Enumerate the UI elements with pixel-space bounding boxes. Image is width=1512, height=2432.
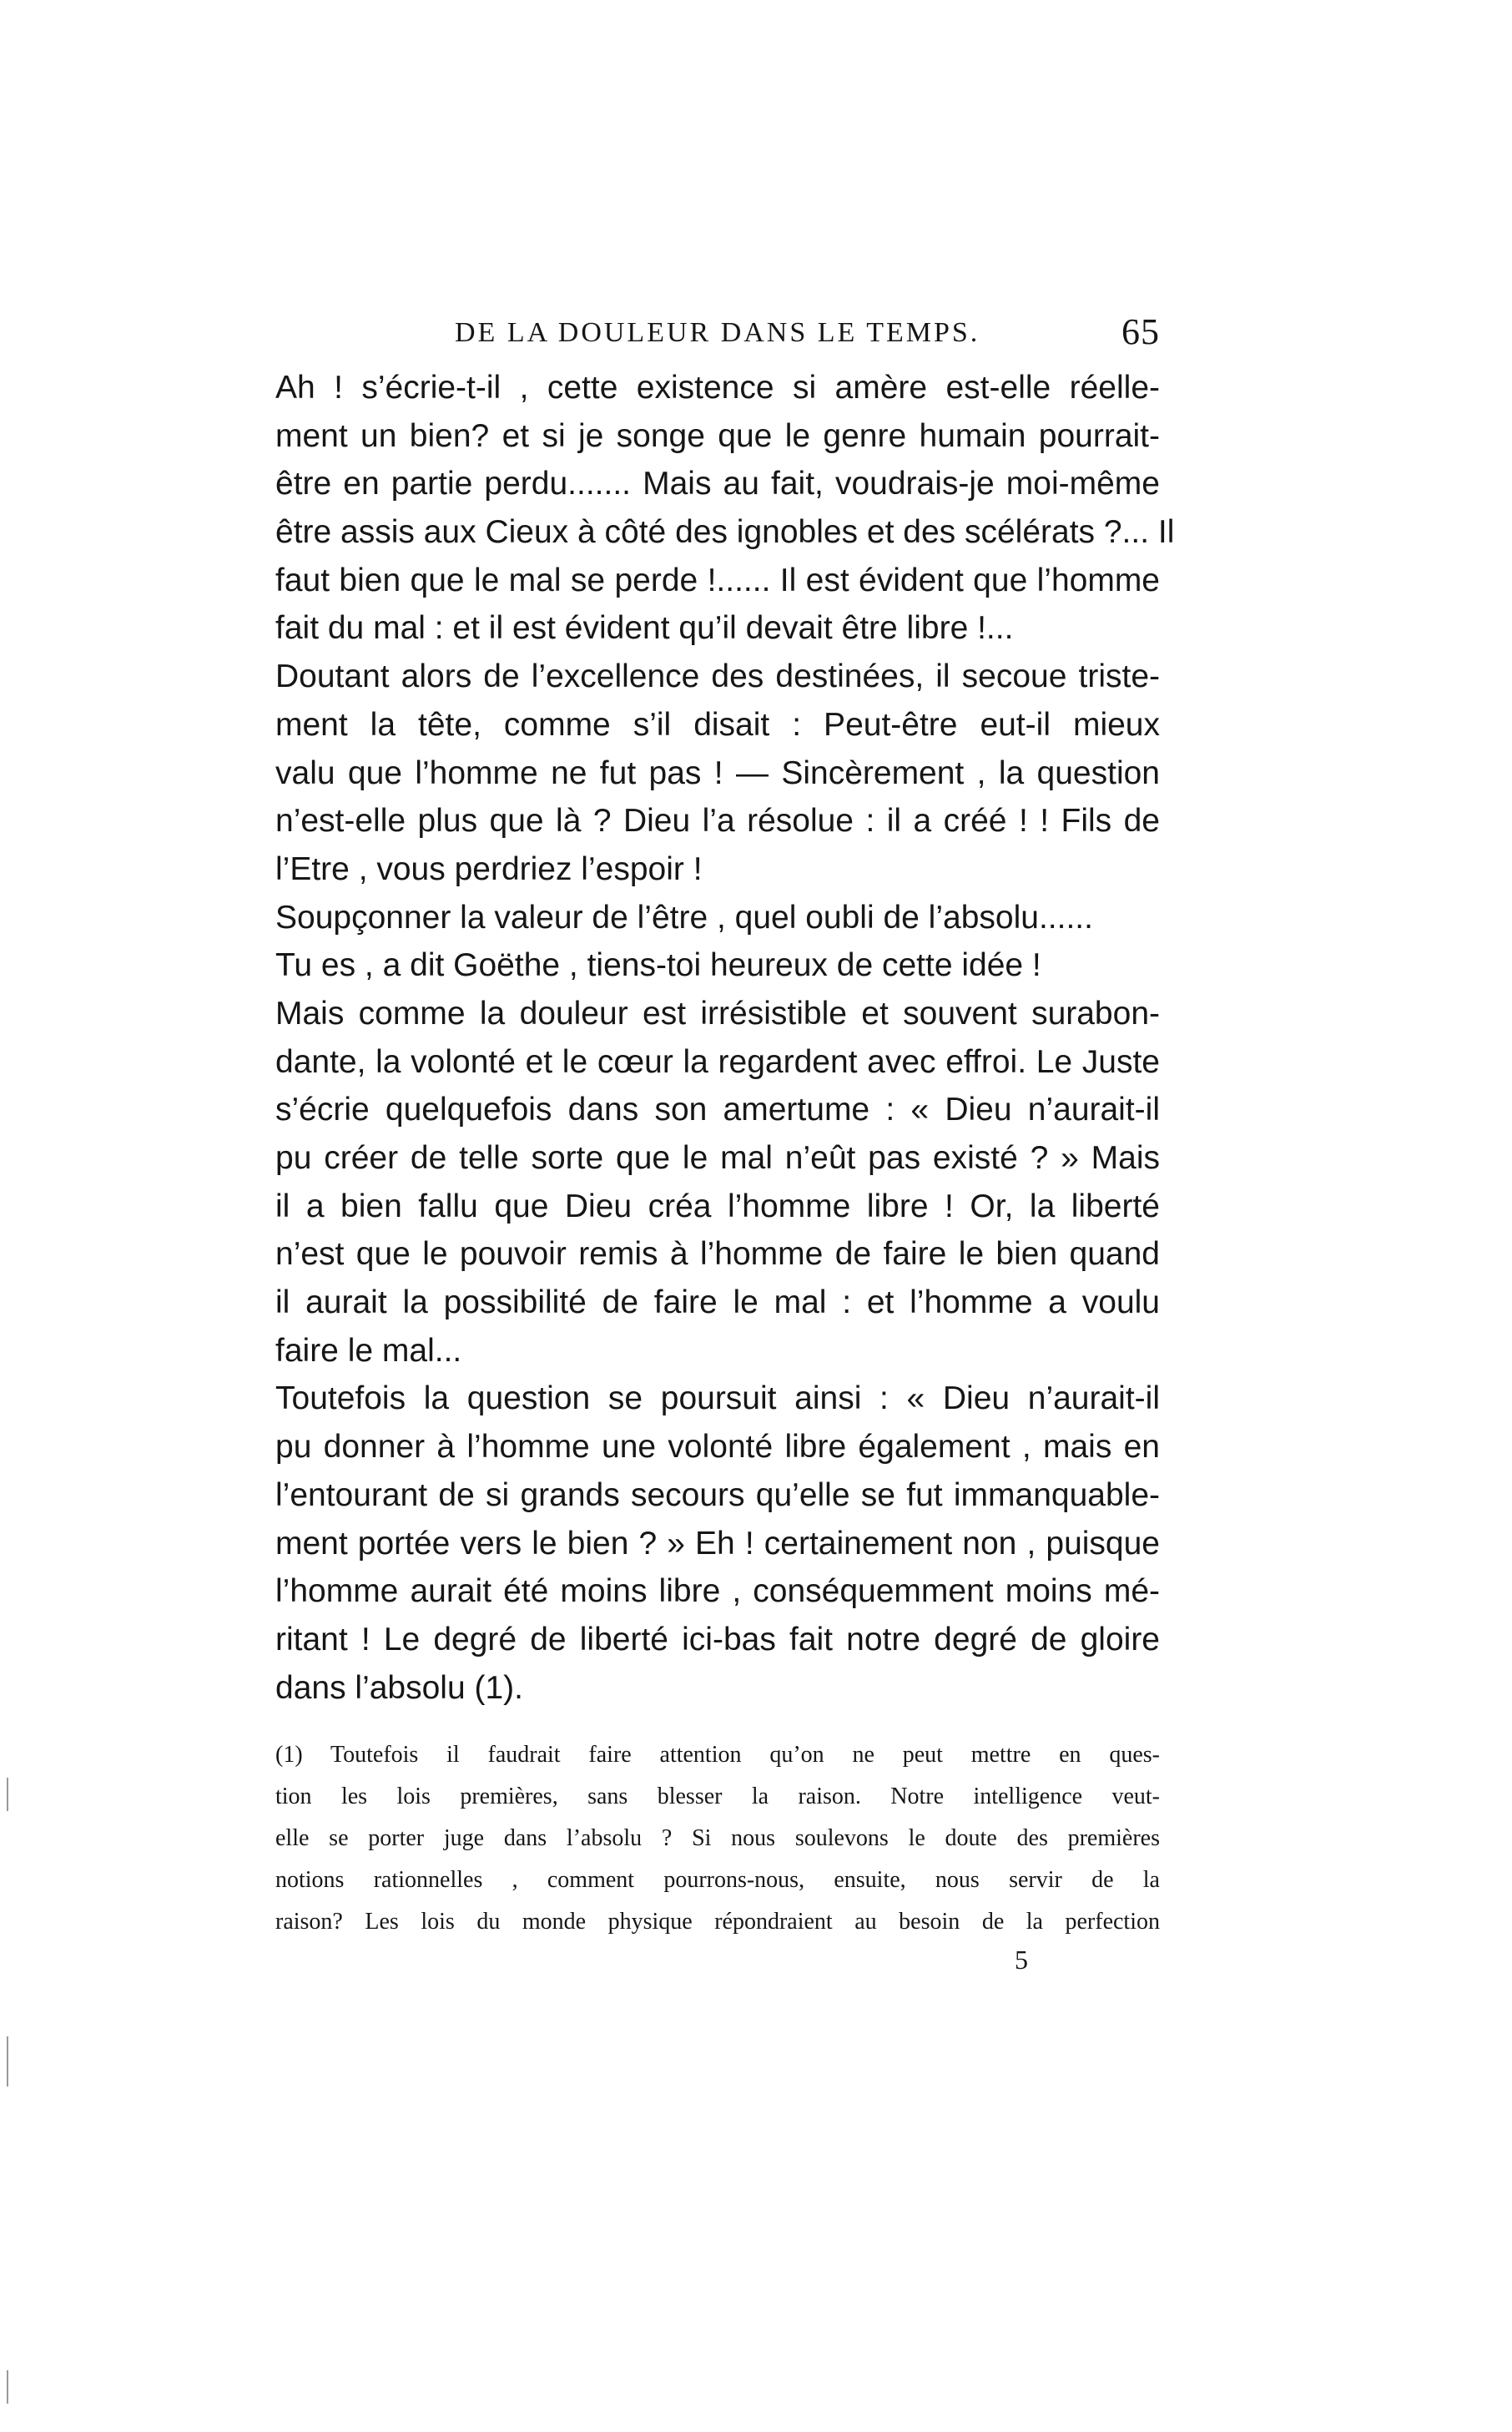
text-line: n’est que le pouvoir remis à l’homme de faire le bien quand (275, 1236, 1160, 1273)
footnote-line: raison? Les lois du monde physique répondraient au besoin de la perfection (275, 1909, 1160, 1935)
text-line: dans l’absolu (1). (275, 1669, 523, 1706)
text-line: Tu es , a dit Goëthe , tiens-toi heureux de cette idée ! (275, 947, 1041, 984)
text-line: l’homme aurait été moins libre , conséquemment moins mé- (275, 1573, 1160, 1610)
text-line: il a bien fallu que Dieu créa l’homme libre ! Or, la liberté (275, 1188, 1160, 1224)
text-line: n’est-elle plus que là ? Dieu l’a résolue : il a créé ! ! Fils de (275, 803, 1160, 840)
text-line: ment la tête, comme s’il disait : Peut-être eut-il mieux (275, 706, 1160, 743)
footnote-line: (1) Toutefois il faudrait faire attention qu’on ne peut mettre en ques- (275, 1742, 1160, 1768)
page-number: 65 (1121, 311, 1160, 352)
margin-mark (7, 2370, 8, 2404)
text-line: Mais comme la douleur est irrésistible et souvent surabon- (275, 995, 1160, 1032)
text-line: faire le mal... (275, 1332, 462, 1369)
margin-mark (7, 2036, 8, 2086)
text-line: fait du mal : et il est évident qu’il devait être libre !... (275, 610, 1014, 647)
text-line: l’Etre , vous perdriez l’espoir ! (275, 850, 703, 887)
text-line: Toutefois la question se poursuit ainsi : « Dieu n’aurait-il (275, 1380, 1160, 1417)
body-text (275, 364, 1175, 1712)
running-title: DE LA DOULEUR DANS LE TEMPS. (455, 317, 980, 348)
text-line: valu que l’homme ne fut pas ! — Sincèrement , la question (275, 754, 1160, 791)
text-line: il aurait la possibilité de faire le mal : et l’homme a voulu (275, 1284, 1160, 1321)
footnote-line: elle se porter juge dans l’absolu ? Si nous soulevons le doute des premières (275, 1825, 1160, 1851)
text-line: Doutant alors de l’excellence des destinées, il secoue triste- (275, 658, 1160, 695)
text-line: pu donner à l’homme une volonté libre également , mais en (275, 1429, 1160, 1466)
text-line: ment portée vers le bien ? » Eh ! certainement non , puisque (275, 1525, 1160, 1562)
text-line: ment un bien? et si je songe que le genre humain pourrait- (275, 417, 1160, 454)
footnote-line: notions rationnelles , comment pourrons-nous, ensuite, nous servir de la (275, 1867, 1160, 1893)
footnote-line: tion les lois premières, sans blesser la raison. Notre intelligence veut- (275, 1784, 1160, 1809)
text-line: l’entourant de si grands secours qu’elle se fut immanquable- (275, 1476, 1160, 1513)
text-line: pu créer de telle sorte que le mal n’eût pas existé ? » Mais (275, 1140, 1160, 1176)
text-line: Soupçonner la valeur de l’être , quel oubli de l’absolu...... (275, 899, 1093, 936)
signature-mark: 5 (1015, 1945, 1028, 1975)
footnote (275, 1734, 1160, 1943)
text-line: dante, la volonté et le cœur la regardent avec effroi. Le Juste (275, 1043, 1160, 1080)
margin-mark (7, 1778, 8, 1811)
text-line: faut bien que le mal se perde !...... Il est évident que l’homme (275, 562, 1160, 598)
text-line: s’écrie quelquefois dans son amertume : « Dieu n’aurait-il (275, 1092, 1160, 1128)
text-line: être en partie perdu....... Mais au fait, voudrais-je moi-même (275, 466, 1160, 502)
text-line: être assis aux Cieux à côté des ignobles et des scélérats ?... Il (275, 514, 1175, 551)
text-line: Ah ! s’écrie-t-il , cette existence si amère est-elle réelle- (275, 370, 1160, 406)
text-line: ritant ! Le degré de liberté ici-bas fait notre degré de gloire (275, 1621, 1160, 1657)
